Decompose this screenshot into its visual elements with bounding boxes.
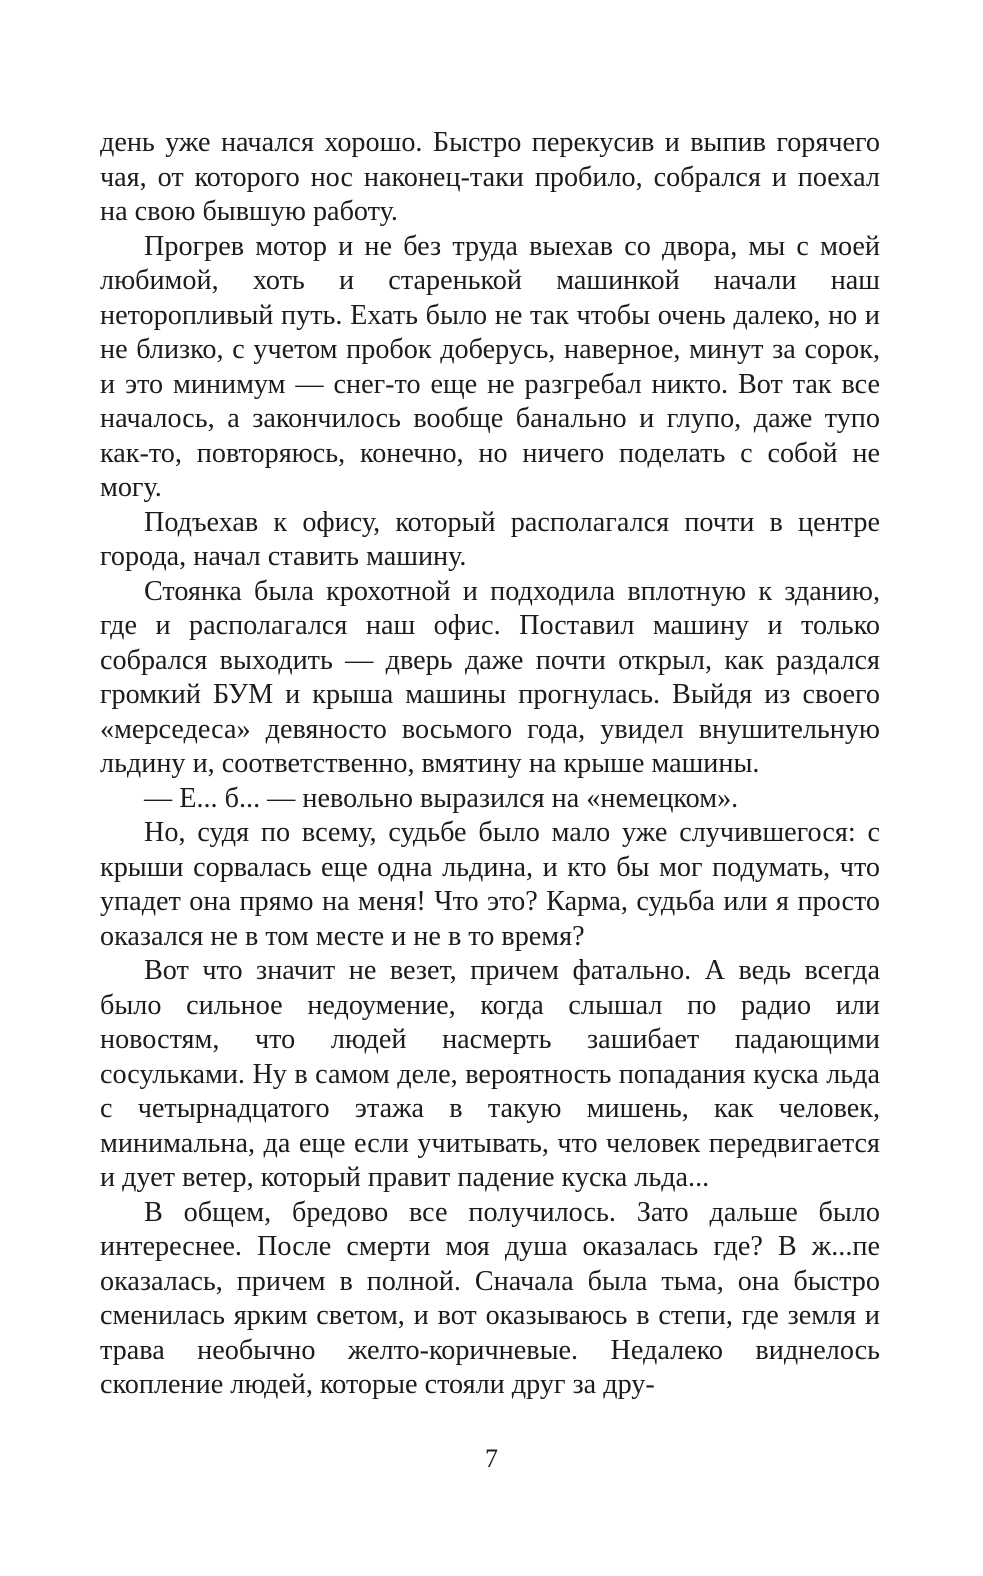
paragraph-6: Но, судя по всему, судьбе было мало уже случившегося: с крыши сорвалась еще одна льдина, и кто бы мог подумать, что упадет она прямо на меня! Что это? Карма, судьба или я просто оказался не в том месте и не в то время? [100, 817, 880, 952]
paragraph-1: день уже начался хорошо. Быстро перекусив и выпив горячего чая, от которого нос наконец-таки пробило, собрался и поехал на свою бывшую работу. [100, 127, 880, 227]
paragraph-4: Стоянка была крохотной и подходила вплотную к зданию, где и располагался наш офис. Поставил машину и только собрался выходить — дверь даже почти открыл, как раздался громкий БУМ и крыша машины прогнулась. Выйдя из своего «мерседеса» девяносто восьмого года, увидел внушительную льдину и, соответственно, вмятину на крыше машины. [100, 575, 880, 779]
paragraph-7: Вот что значит не везет, причем фатально. А ведь всегда было сильное недоумение, когда слышал по радио или новостям, что людей насмерть зашибает падающими сосульками. Ну в самом деле, вероятность попадания куска льда с четырнадцатого этажа в такую мишень, как человек, минимальна, да еще если учитывать, что человек передвигается и дует ветер, который правит падение куска льда... [100, 955, 880, 1193]
page-number: 7 [485, 1444, 498, 1473]
paragraph-2: Прогрев мотор и не без труда выехав со двора, мы с моей любимой, хоть и старенькой машинкой начали наш неторопливый путь. Ехать было не так чтобы очень далеко, но и не близко, с учетом пробок доберусь, наверное, минут за сорок, и это минимум — снег-то еще не разгребал никто. Вот так все началось, а закончилось вообще банально и глупо, даже тупо как-то, повторяюсь, конечно, но ничего поделать с собой не могу. [100, 230, 880, 503]
paragraph-8: В общем, бредово все получилось. Зато дальше было интереснее. После смерти моя душа оказалась где? В ж...пе оказалась, причем в полной. Сначала была тьма, она быстро сменилась ярким светом, и вот оказываюсь в степи, где земля и трава необычно желто-коричневые. Недалеко виднелось скопление людей, которые стояли друг за дру- [100, 1196, 880, 1400]
paragraph-3: Подъехав к офису, который располагался почти в центре города, начал ставить машину. [100, 506, 880, 572]
body-text [100, 126, 880, 1403]
paragraph-5: — Е... б... — невольно выразился на «немецком». [144, 782, 739, 814]
